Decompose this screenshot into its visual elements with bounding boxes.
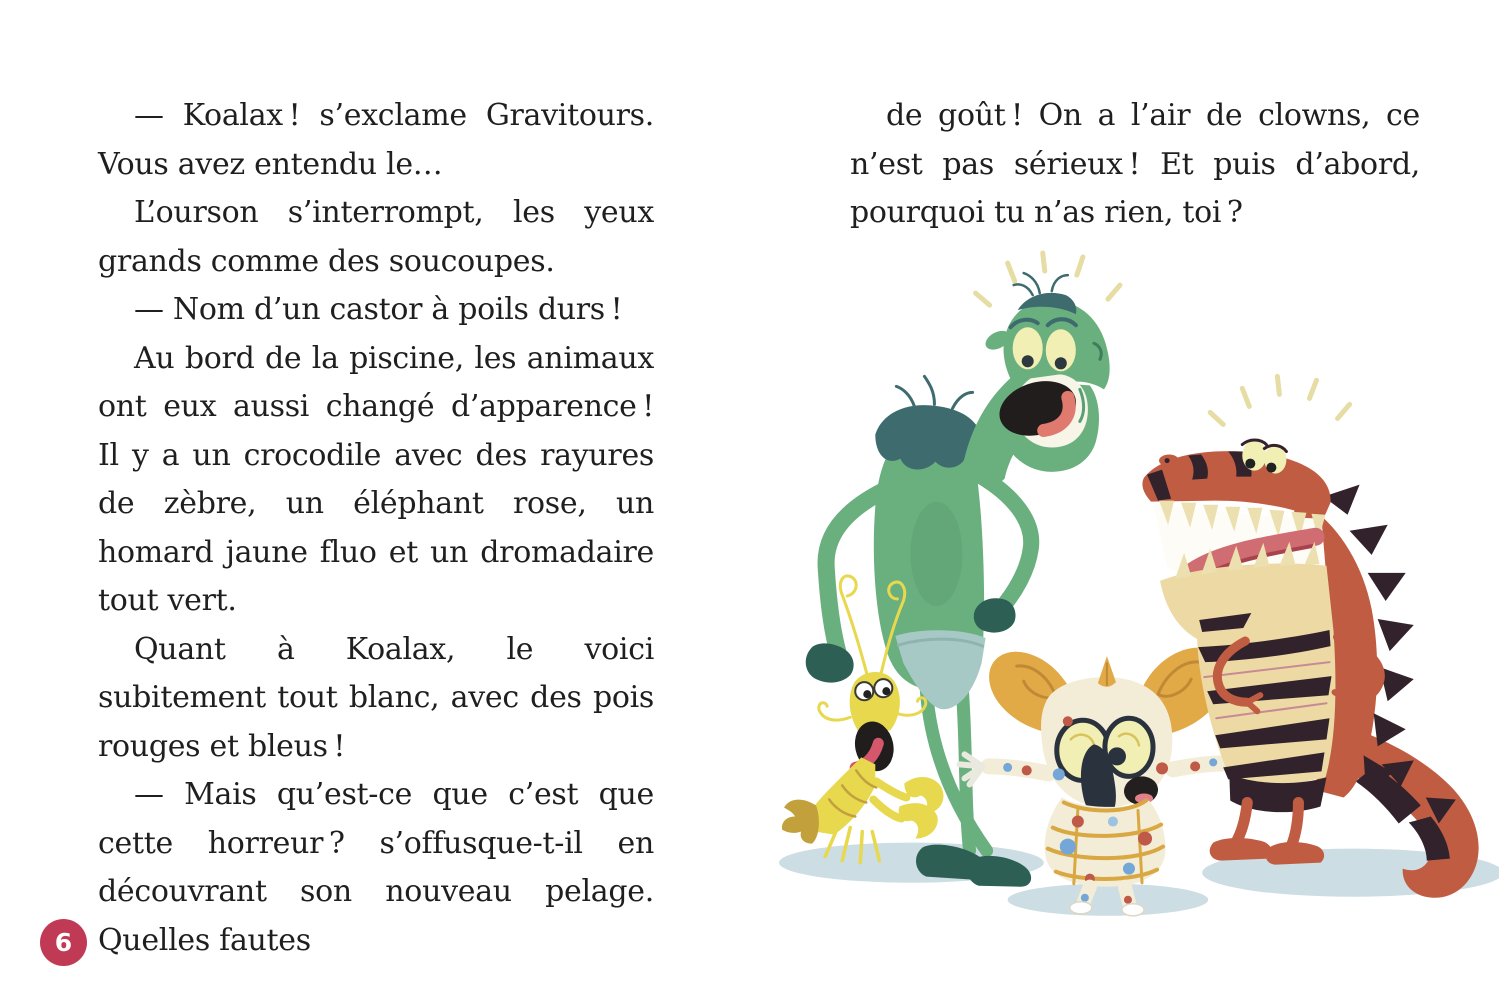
page-number: 6 bbox=[54, 928, 73, 957]
paragraph: — Mais qu’est-ce que c’est que cette horreur ? s’offusque-t-il en découvrant son nouveau pelage. Quelles fautes bbox=[98, 777, 654, 958]
story-illustration bbox=[775, 248, 1499, 994]
paragraph: L’ourson s’interrompt, les yeux grands comme des soucoupes. bbox=[98, 195, 654, 279]
lobster-tail-fan bbox=[782, 800, 819, 844]
koala-left-arm bbox=[960, 754, 1049, 784]
text-column-left bbox=[98, 92, 654, 965]
text-column-right bbox=[850, 92, 1420, 238]
paragraph: Au bord de la piscine, les animaux ont eux aussi changé d’apparence ! Il y a un crocodile avec des rayures de zèbre, un éléphant rose, un homard jaune fluo et un dromadaire tout vert. bbox=[98, 340, 654, 618]
paragraph: — Koalax ! s’exclame Gravitours. Vous avez entendu le… bbox=[98, 98, 654, 182]
crocodile-foot bbox=[1266, 842, 1324, 865]
crocodile-foot bbox=[1210, 838, 1272, 861]
story-illustration-svg bbox=[775, 248, 1499, 994]
paragraph: Quant à Koalax, le voici subitement tout blanc, avec des pois rouges et bleus ! bbox=[98, 631, 654, 764]
page-number-badge bbox=[40, 919, 87, 966]
paragraph: de goût ! On a l’air de clowns, ce n’est pas sérieux ! Et puis d’abord, pourquoi tu n’as rien, toi ? bbox=[850, 98, 1420, 230]
paragraph: — Nom d’un castor à poils durs ! bbox=[134, 292, 623, 327]
